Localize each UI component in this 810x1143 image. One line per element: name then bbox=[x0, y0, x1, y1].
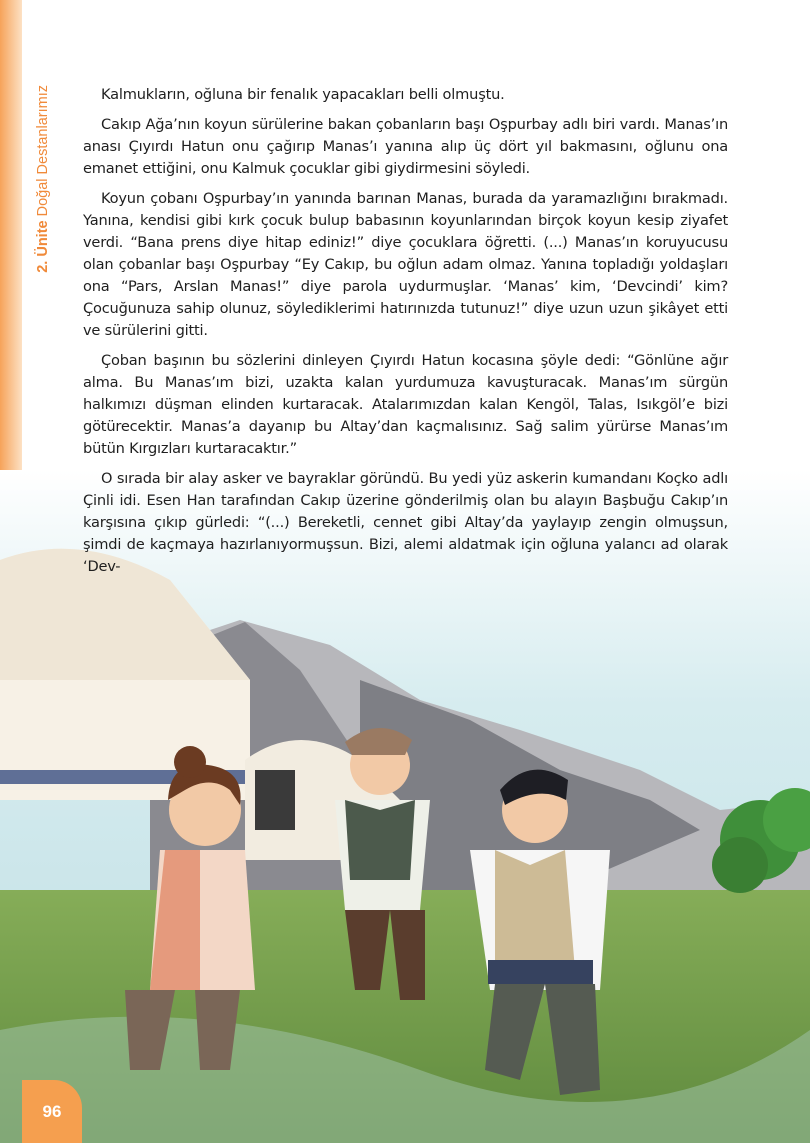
paragraph: Cakıp Ağa’nın koyun sürülerine bakan çobanların başı Oşpurbay adlı biri vardı. Manas’ın anası Çıyırdı Hatun onu çağırıp Manas’ı yanına alıp üç dört yıl bakmasını, oğlunu ona emanet ettiğini, onu Kalmuk çocuklar gibi giydirmesini söyledi. bbox=[83, 116, 728, 177]
page-number: 96 bbox=[22, 1080, 82, 1143]
body-text bbox=[83, 84, 728, 586]
unit-title: Doğal Destanlarımız bbox=[35, 85, 51, 217]
paragraph: O sırada bir alay asker ve bayraklar göründü. Bu yedi yüz askerin kumandanı Koçko adlı Çinli idi. Esen Han tarafından Cakıp üzerine gönderilmiş olan bu alayın Başbuğu Cakıp’ın karşısına çıkıp gürledi: “(...) Bereketli, cennet gibi Altay’da yaylayıp zengin olmuşsun, şimdi de kaçmaya hazırlanıyormuşsun. Bizi, alemi aldatmak için oğluna yalancı ad olarak ‘Dev- bbox=[83, 470, 728, 575]
unit-side-label bbox=[22, 85, 51, 320]
paragraph: Çoban başının bu sözlerini dinleyen Çıyırdı Hatun kocasına şöyle dedi: “Gönlüne ağır alma. Bu Manas’ım bizi, uzakta kalan yurdumuza kavuşturacak. Manas’ım sürgün halkımızı düşman elinden kurtaracak. Atalarımızdan kalan Kengöl, Talas, Isıkgöl’e bizi götürecektir. Manas’a dayanıp bu Altay’dan kaçmalısınız. Sağ salim yürürse Manas’ım bütün Kırgızları kurtaracaktır.” bbox=[83, 352, 728, 457]
unit-number: 2. Ünite bbox=[35, 220, 51, 273]
paragraph: Kalmukların, oğluna bir fenalık yapacakları belli olmuştu. bbox=[101, 86, 505, 103]
paragraph: Koyun çobanı Oşpurbay’ın yanında barınan Manas, burada da yaramazlığını bırakmadı. Yanına, kendisi gibi kırk çocuk bulup babasının koyunlarından birçok koyun kesip ziyafet verdi. “Bana prens diye hitap ediniz!” diye çocuklara öğretti. (...) Manas’ın koruyucusu olan çobanlar başı Oşpurbay “Ey Cakıp, bu oğlun adam olmaz. Yanına topladığı yoldaşları ona “Pars, Arslan Manas!” diye parola uydurmuşlar. ‘Manas’ kim, ‘Devcindi’ kim? Çocuğunuza sahip olunuz, söylediklerimi hatırınızda tutunuz!” diye uzun uzun şikâyet etti ve sürülerini gitti. bbox=[83, 190, 728, 339]
